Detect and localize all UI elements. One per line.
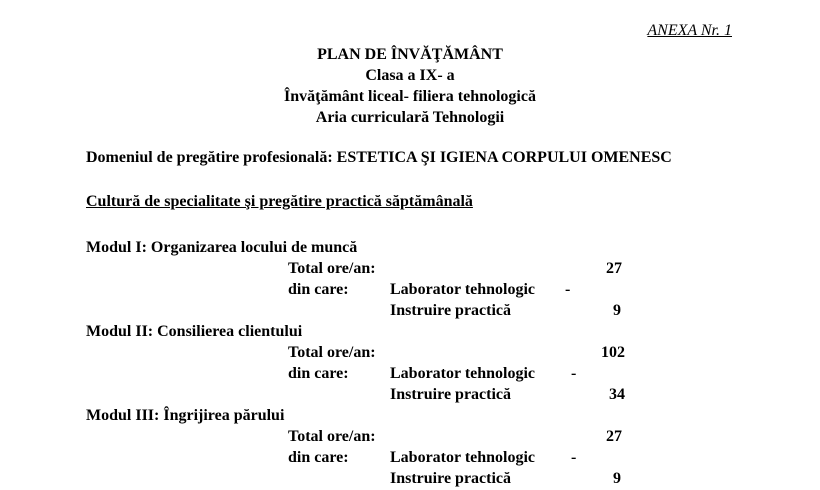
practice-hours: 34	[609, 386, 625, 403]
practice-hours: 9	[613, 470, 621, 487]
lab-hours: -	[565, 281, 571, 298]
total-label: Total ore/an:	[288, 428, 376, 445]
total-hours: 27	[606, 428, 622, 445]
total-row	[0, 426, 820, 447]
total-label: Total ore/an:	[288, 260, 376, 277]
practice-hours: 9	[613, 302, 621, 319]
training-domain: Domeniul de pregătire profesională: ESTETICA ŞI IGIENA CORPULUI OMENESC	[86, 149, 672, 166]
module-3	[0, 405, 820, 489]
curricular-area-line: Aria curriculară Tehnologii	[315, 109, 505, 126]
annex-label: ANEXA Nr. 1	[647, 22, 732, 39]
module-1	[0, 237, 820, 321]
lab-hours: -	[571, 449, 577, 466]
total-label: Total ore/an:	[288, 344, 376, 361]
module-title: Modul I: Organizarea locului de muncă	[86, 239, 358, 256]
total-row	[0, 258, 820, 279]
education-line: Învăţământ liceal- filiera tehnologică	[284, 88, 536, 105]
lab-label: Laborator tehnologic	[390, 365, 536, 382]
practice-label: Instruire practică	[390, 302, 512, 319]
lab-hours: -	[571, 365, 577, 382]
module-title: Modul III: Îngrijirea părului	[86, 407, 285, 424]
culture-heading: Cultură de specialitate şi pregătire practică săptămânală	[86, 193, 473, 210]
modules-list	[0, 237, 820, 489]
class-line: Clasa a IX- a	[365, 67, 455, 84]
lab-label: Laborator tehnologic	[390, 281, 536, 298]
lab-row	[0, 447, 820, 468]
practice-row	[0, 468, 820, 489]
total-hours: 102	[601, 344, 625, 361]
lab-row	[0, 363, 820, 384]
practice-row	[0, 300, 820, 321]
practice-label: Instruire practică	[390, 470, 512, 487]
from-label: din care:	[288, 281, 349, 298]
document-header	[0, 44, 820, 128]
total-row	[0, 342, 820, 363]
from-label: din care:	[288, 365, 349, 382]
module-2	[0, 321, 820, 405]
total-hours: 27	[606, 260, 622, 277]
practice-row	[0, 384, 820, 405]
module-title: Modul II: Consilierea clientului	[86, 323, 303, 340]
from-label: din care:	[288, 449, 349, 466]
practice-label: Instruire practică	[390, 386, 512, 403]
lab-row	[0, 279, 820, 300]
lab-label: Laborator tehnologic	[390, 449, 536, 466]
document-title: PLAN DE ÎNVĂŢĂMÂNT	[317, 46, 503, 63]
